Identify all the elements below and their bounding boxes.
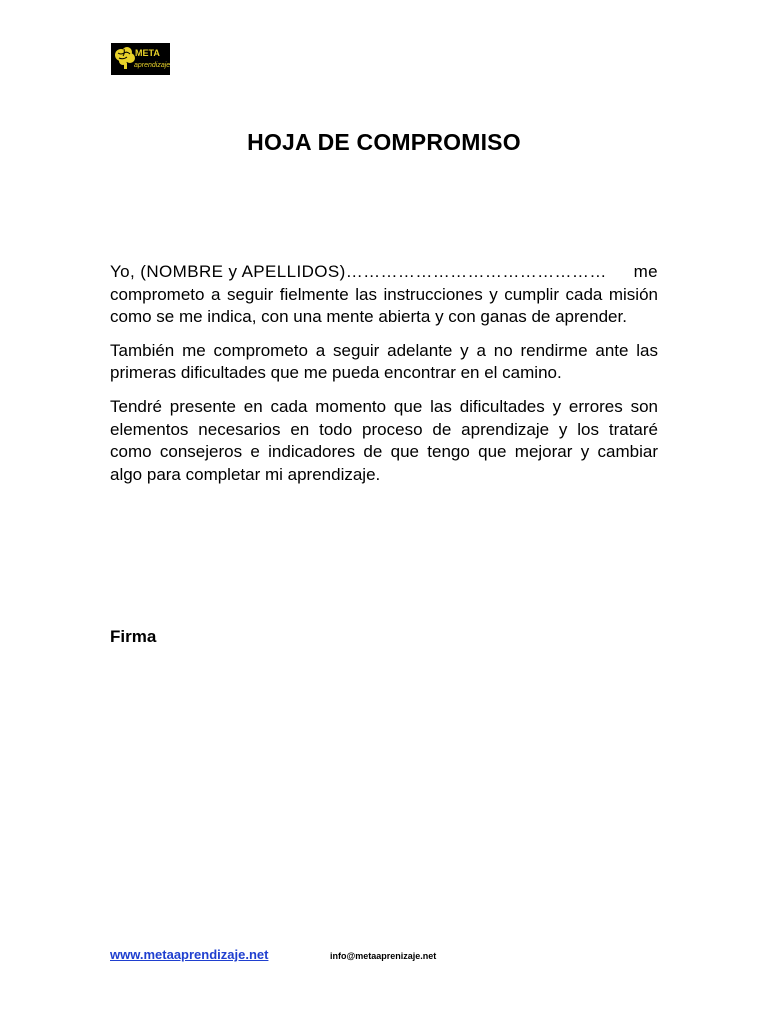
brain-icon — [111, 43, 170, 75]
name-placeholder: Yo, (NOMBRE y APELLIDOS)……………………………………… — [110, 262, 607, 281]
logo-brand: META — [135, 48, 160, 58]
name-line-end: me — [633, 262, 658, 281]
website-link[interactable]: www.metaaprendizaje.net — [110, 947, 269, 962]
logo-tagline: aprendizaje — [134, 62, 170, 69]
page-title: HOJA DE COMPROMISO — [247, 129, 521, 155]
paragraph-2: También me comprometo a seguir adelante y a no rendirme ante las primeras dificultades que me pueda encontrar en el camino. — [110, 340, 658, 383]
paragraph-3: Tendré presente en cada momento que las dificultades y errores son elementos necesarios en todo proceso de aprendizaje y los trataré como consejeros e indicadores de que tengo que mejorar y cambiar algo para completar mi aprendizaje. — [110, 396, 658, 484]
paragraph-1-rest: comprometo a seguir fielmente las instrucciones y cumplir cada misión como se me indica, con una mente abierta y con ganas de aprender. — [110, 284, 658, 327]
logo — [111, 43, 170, 75]
paragraph-1 — [110, 261, 658, 329]
footer-email: info@metaaprenizaje.net — [330, 951, 437, 961]
signature-label: Firma — [110, 627, 157, 646]
name-line — [110, 261, 658, 284]
commitment-text — [110, 261, 658, 497]
